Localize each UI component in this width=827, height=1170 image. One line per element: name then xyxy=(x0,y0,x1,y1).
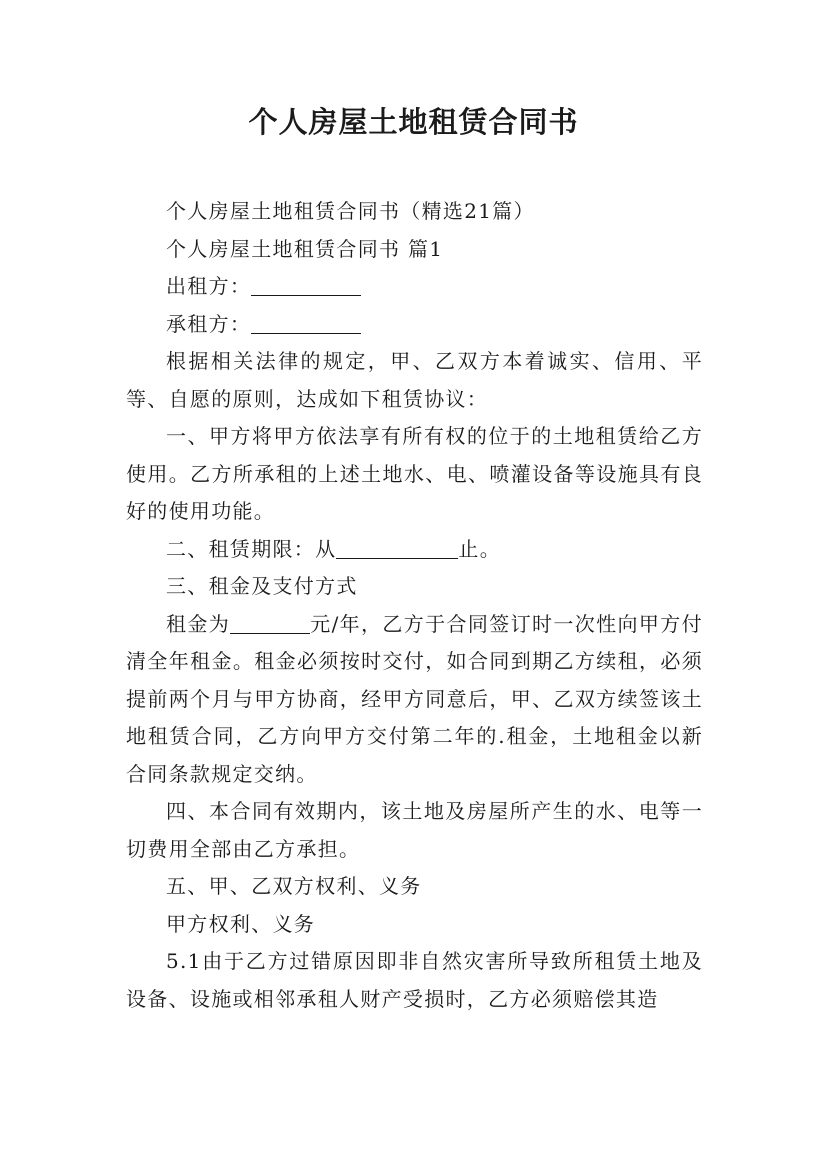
document-subtitle: 个人房屋土地租赁合同书（精选21篇） xyxy=(166,199,535,223)
clause-2 xyxy=(126,531,703,569)
clause-2-prefix: 二、租赁期限：从 xyxy=(166,536,337,561)
lessee-label: 承租方： xyxy=(166,311,252,336)
lessor-line xyxy=(126,268,703,306)
section-heading: 个人房屋土地租赁合同书 篇1 xyxy=(166,236,444,261)
party-a-heading: 甲方权利、义务 xyxy=(166,911,316,936)
lessor-blank xyxy=(251,273,361,296)
rent-blank xyxy=(230,611,310,634)
lessor-label: 出租方： xyxy=(166,274,252,298)
intro-paragraph: 根据相关法律的规定，甲、乙双方本着诚实、信用、平等、自愿的原则，达成如下租赁协议： xyxy=(126,349,703,411)
clause-1: 一、甲方将甲方依法享有所有权的位于的土地租赁给乙方使用。乙方所承租的上述土地水、电、喷灌设备等设施具有良好的使用功能。 xyxy=(126,424,703,523)
lessee-blank xyxy=(251,311,361,334)
clause-3-text: 元/年，乙方于合同签订时一次性向甲方付清全年租金。租金必须按时交付，如合同到期乙方续租，必须提前两个月与甲方协商，经甲方同意后，甲、乙双方续签该土地租赁合同，乙方向甲方交付第二年的.租金，土地租金以新合同条款规定交纳。 xyxy=(126,611,703,786)
clause-2-suffix: 止。 xyxy=(458,536,502,561)
term-blank xyxy=(336,536,458,559)
clause-5-1: 5.1由于乙方过错原因即非自然灾害所导致所租赁土地及设备、设施或相邻承租人财产受损时，乙方必须赔偿其造 xyxy=(126,949,703,1011)
clause-3-heading: 三、租金及支付方式 xyxy=(166,574,358,598)
clause-4: 四、本合同有效期内，该土地及房屋所产生的水、电等一切费用全部由乙方承担。 xyxy=(126,799,703,861)
clause-3-prefix: 租金为 xyxy=(166,611,231,636)
lessee-line xyxy=(126,306,703,344)
clause-3 xyxy=(126,606,703,794)
document-body xyxy=(126,193,703,1018)
clause-5-heading: 五、甲、乙双方权利、义务 xyxy=(166,874,422,898)
document-title: 个人房屋土地租赁合同书 xyxy=(248,105,579,139)
